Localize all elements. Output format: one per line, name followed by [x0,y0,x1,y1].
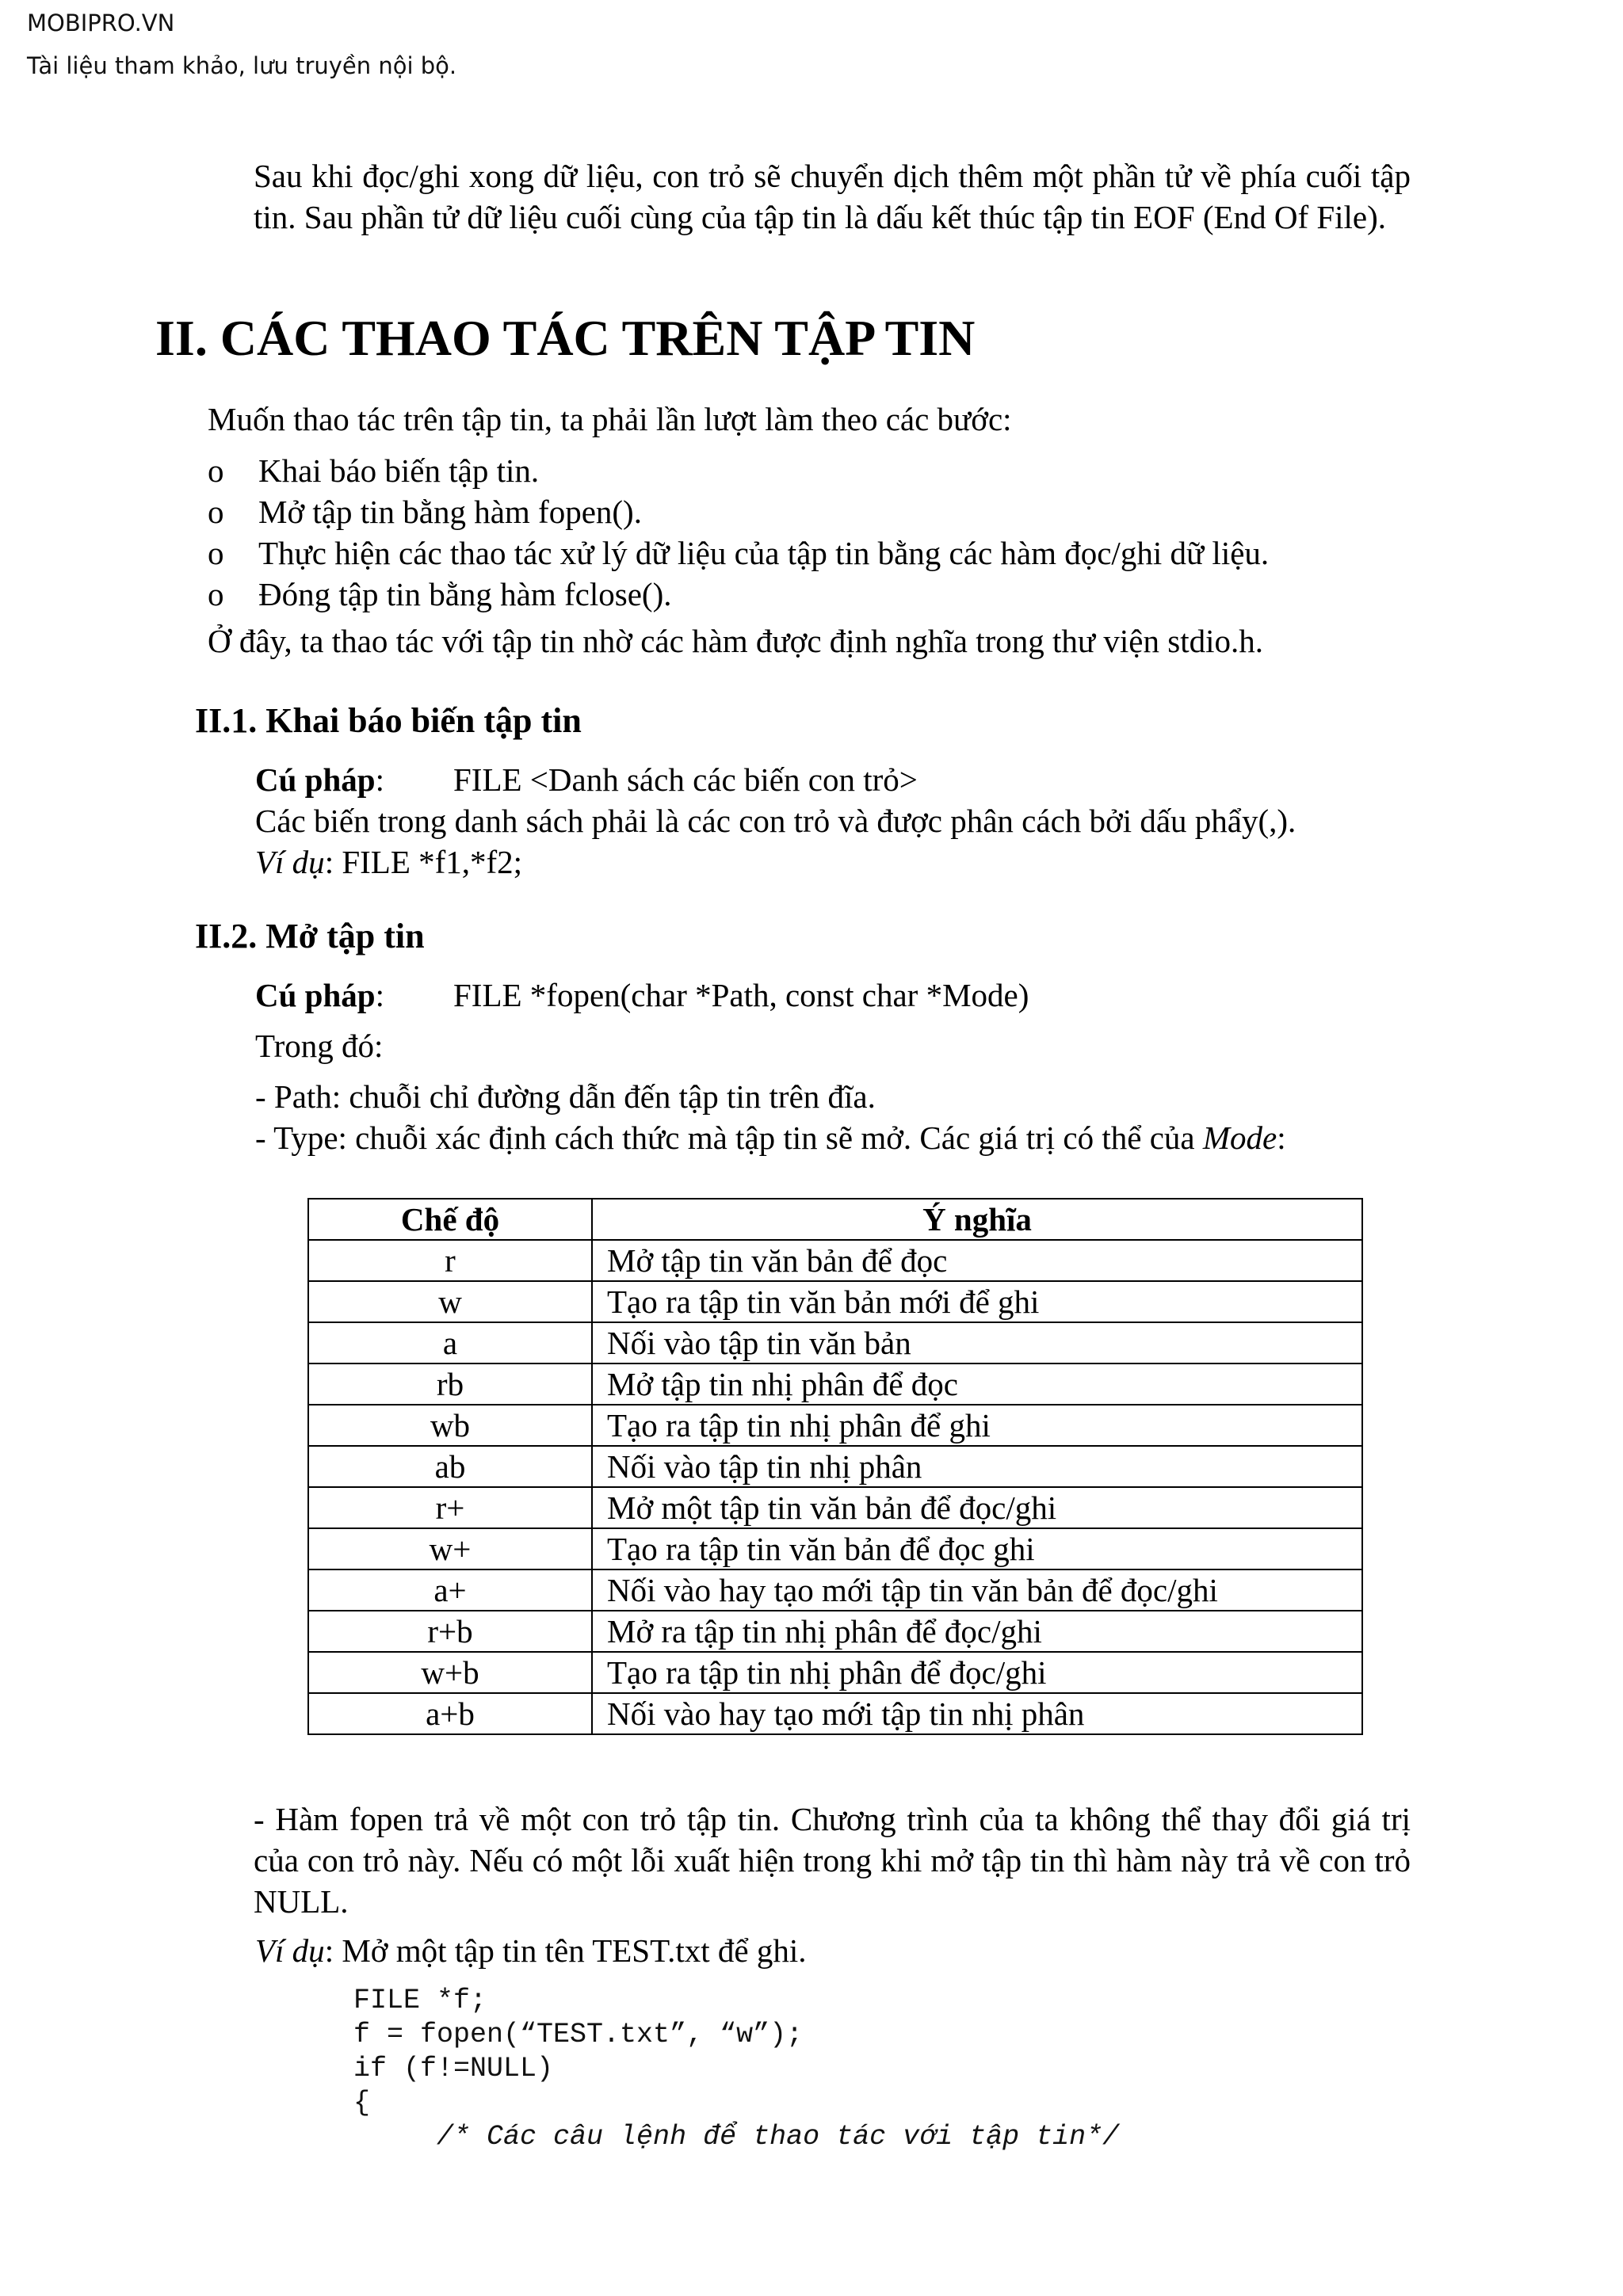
header-note: Tài liệu tham khảo, lưu truyền nội bộ. [27,52,457,79]
sub2-where: Trong đó: [255,1028,384,1064]
mode-cell: a [308,1322,592,1363]
table-row [308,1240,1362,1281]
code-block [353,1984,1119,2154]
type-line-mode: Mode [1202,1119,1277,1156]
syntax-label: Cú pháp [255,761,376,798]
bullet-mark: o [208,576,224,612]
table-row [308,1652,1362,1693]
code-line-2: f = fopen(“TEST.txt”, “w”); [353,2019,804,2050]
example-text: : Mở một tập tin tên TEST.txt để ghi. [324,1932,807,1969]
step-item-1 [208,452,539,490]
step-item-3 [208,534,1269,572]
mode-cell: wb [308,1405,592,1446]
code-line-5: /* Các câu lệnh để thao tác với tập tin*/ [353,2121,1120,2153]
intro-paragraph [155,155,1411,238]
mode-cell: ab [308,1446,592,1487]
mode-cell: r+ [308,1487,592,1528]
sub1-desc: Các biến trong danh sách phải là các con trỏ và được phân cách bởi dấu phẩy(,). [255,803,1296,839]
meaning-cell: Nối vào hay tạo mới tập tin văn bản để đọc/ghi [592,1569,1362,1611]
meaning-cell: Tạo ra tập tin văn bản để đọc ghi [592,1528,1362,1569]
table-row [308,1528,1362,1569]
sub2-path-line: - Path: chuỗi chỉ đường dẫn đến tập tin trên đĩa. [255,1078,876,1115]
sub2-title: II.2. Mở tập tin [195,917,425,955]
code-line-3: if (f!=NULL) [353,2053,554,2084]
table-row [308,1487,1362,1528]
mode-cell: rb [308,1363,592,1405]
header-site: MOBIPRO.VN [27,10,175,36]
sub2-syntax [255,976,1029,1014]
step-item-2 [208,493,642,531]
meaning-cell: Nối vào tập tin nhị phân [592,1446,1362,1487]
table-row [308,1611,1362,1652]
meaning-cell: Tạo ra tập tin văn bản mới để ghi [592,1281,1362,1322]
mode-cell: w+ [308,1528,592,1569]
syntax-text: FILE *fopen(char *Path, const char *Mode) [453,977,1029,1013]
mode-cell: r+b [308,1611,592,1652]
mode-cell: w [308,1281,592,1322]
table-row [308,1322,1362,1363]
example-label: Ví dụ [255,844,325,880]
sub1-title: II.1. Khai báo biến tập tin [195,701,582,740]
mode-cell: a+ [308,1569,592,1611]
sub2-type-line [255,1119,1286,1157]
step-text: Mở tập tin bằng hàm fopen(). [258,494,642,530]
table-header-row [308,1199,1362,1240]
table-row [308,1363,1362,1405]
table-row [308,1405,1362,1446]
meaning-cell: Mở tập tin nhị phân để đọc [592,1363,1362,1405]
syntax-colon: : [375,977,384,1013]
meaning-cell: Mở ra tập tin nhị phân để đọc/ghi [592,1611,1362,1652]
example-label: Ví dụ [255,1932,325,1969]
bullet-mark: o [208,494,224,530]
meaning-cell: Mở một tập tin văn bản để đọc/ghi [592,1487,1362,1528]
type-line-suffix: : [1277,1119,1286,1156]
section-title: II. CÁC THAO TÁC TRÊN TẬP TIN [155,310,976,366]
intro-text: Sau khi đọc/ghi xong dữ liệu, con trỏ sẽ chuyển dịch thêm một phần tử về phía cuối tập tin. Sau phần tử dữ liệu cuối cùng của tập tin là dấu kết thúc tập tin EOF (End Of File). [254,158,1411,235]
meaning-cell: Nối vào hay tạo mới tập tin nhị phân [592,1693,1362,1734]
sub1-syntax [255,761,918,799]
section-note: Ở đây, ta thao tác với tập tin nhờ các hàm được định nghĩa trong thư viện stdio.h. [208,623,1263,659]
syntax-colon: : [375,761,384,798]
code-line-1: FILE *f; [353,1985,487,2016]
meaning-cell: Tạo ra tập tin nhị phân để ghi [592,1405,1362,1446]
step-text: Thực hiện các thao tác xử lý dữ liệu của tập tin bằng các hàm đọc/ghi dữ liệu. [258,535,1270,571]
syntax-text: FILE <Danh sách các biến con trỏ> [453,761,918,798]
bullet-mark: o [208,452,224,489]
type-line-prefix: - Type: chuỗi xác định cách thức mà tập tin sẽ mở. Các giá trị có thể của [255,1119,1203,1156]
mode-table [307,1198,1363,1735]
table-row [308,1281,1362,1322]
table-row [308,1569,1362,1611]
after-table-text: - Hàm fopen trả về một con trỏ tập tin. Chương trình của ta không thể thay đổi giá trị của con trỏ này. Nếu có một lỗi xuất hiện trong khi mở tập tin thì hàm này trả về con trỏ NULL. [254,1801,1411,1920]
meaning-cell: Nối vào tập tin văn bản [592,1322,1362,1363]
example-text: : FILE *f1,*f2; [324,844,523,880]
step-item-4 [208,575,671,613]
meaning-cell: Tạo ra tập tin nhị phân để đọc/ghi [592,1652,1362,1693]
sub1-example [255,843,522,881]
header-meaning: Ý nghĩa [592,1199,1362,1240]
code-line-4: { [353,2087,371,2119]
step-text: Khai báo biến tập tin. [258,452,540,489]
section-lead: Muốn thao tác trên tập tin, ta phải lần lượt làm theo các bước: [208,401,1012,437]
after-table-paragraph [155,1798,1411,1922]
mode-cell: w+b [308,1652,592,1693]
step-text: Đóng tập tin bằng hàm fclose(). [258,576,672,612]
table-row [308,1693,1362,1734]
mode-cell: a+b [308,1693,592,1734]
meaning-cell: Mở tập tin văn bản để đọc [592,1240,1362,1281]
table-row [308,1446,1362,1487]
syntax-label: Cú pháp [255,977,376,1013]
after-table-example [255,1932,806,1970]
header-mode: Chế độ [308,1199,592,1240]
bullet-mark: o [208,535,224,571]
mode-cell: r [308,1240,592,1281]
